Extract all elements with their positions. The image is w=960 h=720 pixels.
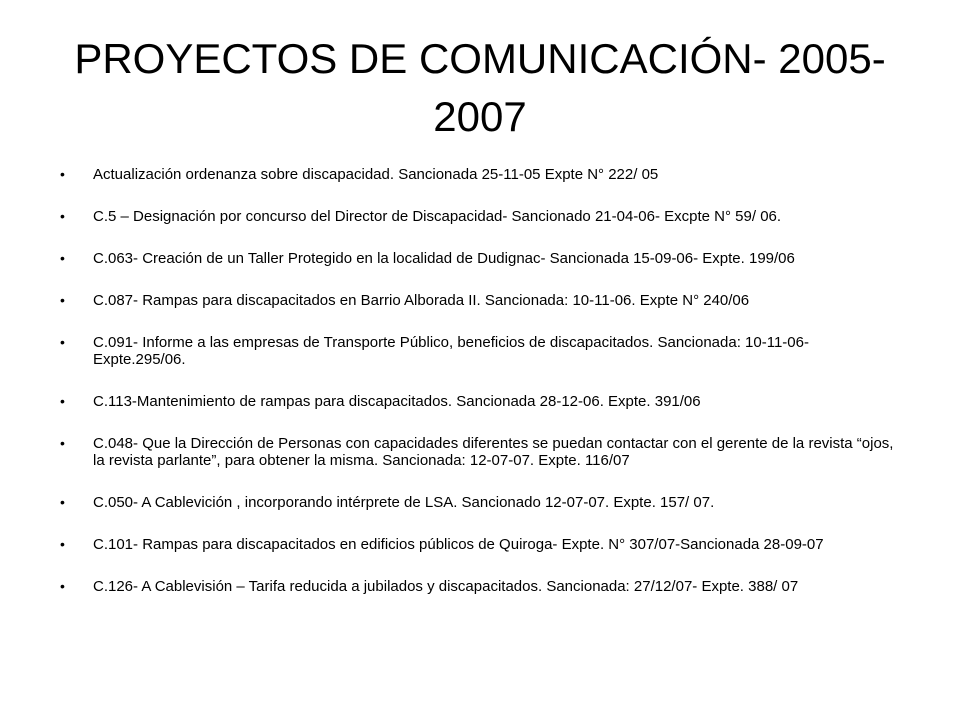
bullet-icon: •	[60, 250, 65, 266]
bullet-icon: •	[60, 494, 65, 510]
list-item	[60, 536, 905, 553]
list-item-text: C.113-Mantenimiento de rampas para discapacitados. Sancionada 28-12-06. Expte. 391/06	[93, 393, 701, 410]
list-item-text: C.091- Informe a las empresas de Transporte Público, beneficios de discapacitados. Sancionada: 10-11-06- Expte.295/06.	[93, 334, 809, 368]
list-item-text: C.101- Rampas para discapacitados en edificios públicos de Quiroga- Expte. N° 307/07-Sancionada 28-09-07	[93, 536, 824, 553]
slide-title: PROYECTOS DE COMUNICACIÓN- 2005-2007	[74, 35, 886, 140]
bullet-icon: •	[60, 334, 65, 350]
list-item	[60, 494, 905, 511]
list-item	[60, 250, 905, 267]
bullet-list	[60, 166, 905, 620]
list-item	[60, 208, 905, 225]
list-item-text: C.5 – Designación por concurso del Director de Discapacidad- Sancionado 21-04-06- Excpte N° 59/ 06.	[93, 208, 782, 225]
list-item-text: C.087- Rampas para discapacitados en Barrio Alborada II. Sancionada: 10-11-06. Expte N° 240/06	[93, 292, 750, 309]
bullet-icon: •	[60, 578, 65, 594]
list-item-text: C.048- Que la Dirección de Personas con capacidades diferentes se puedan contactar con el gerente de la revista “ojos, la revista parlante”, para obtener la misma. Sancionada: 12-07-07. Expte. 116/07	[93, 435, 894, 469]
bullet-icon: •	[60, 208, 65, 224]
bullet-icon: •	[60, 536, 65, 552]
list-item	[60, 166, 905, 183]
bullet-icon: •	[60, 435, 65, 451]
list-item-text: C.126- A Cablevisión – Tarifa reducida a jubilados y discapacitados. Sancionada: 27/12/07- Expte. 388/ 07	[93, 578, 799, 595]
list-item	[60, 334, 905, 368]
list-item	[60, 292, 905, 309]
list-item-text: C.050- A Cablevición , incorporando intérprete de LSA. Sancionado 12-07-07. Expte. 157/ 07.	[93, 494, 715, 511]
bullet-icon: •	[60, 292, 65, 308]
list-item	[60, 393, 905, 410]
list-item-text: C.063- Creación de un Taller Protegido en la localidad de Dudignac- Sancionada 15-09-06- Expte. 199/06	[93, 250, 795, 267]
bullet-icon: •	[60, 393, 65, 409]
bullet-icon: •	[60, 166, 65, 182]
list-item	[60, 578, 905, 595]
list-item	[60, 435, 905, 469]
list-item-text: Actualización ordenanza sobre discapacidad. Sancionada 25-11-05 Expte N° 222/ 05	[93, 166, 659, 183]
